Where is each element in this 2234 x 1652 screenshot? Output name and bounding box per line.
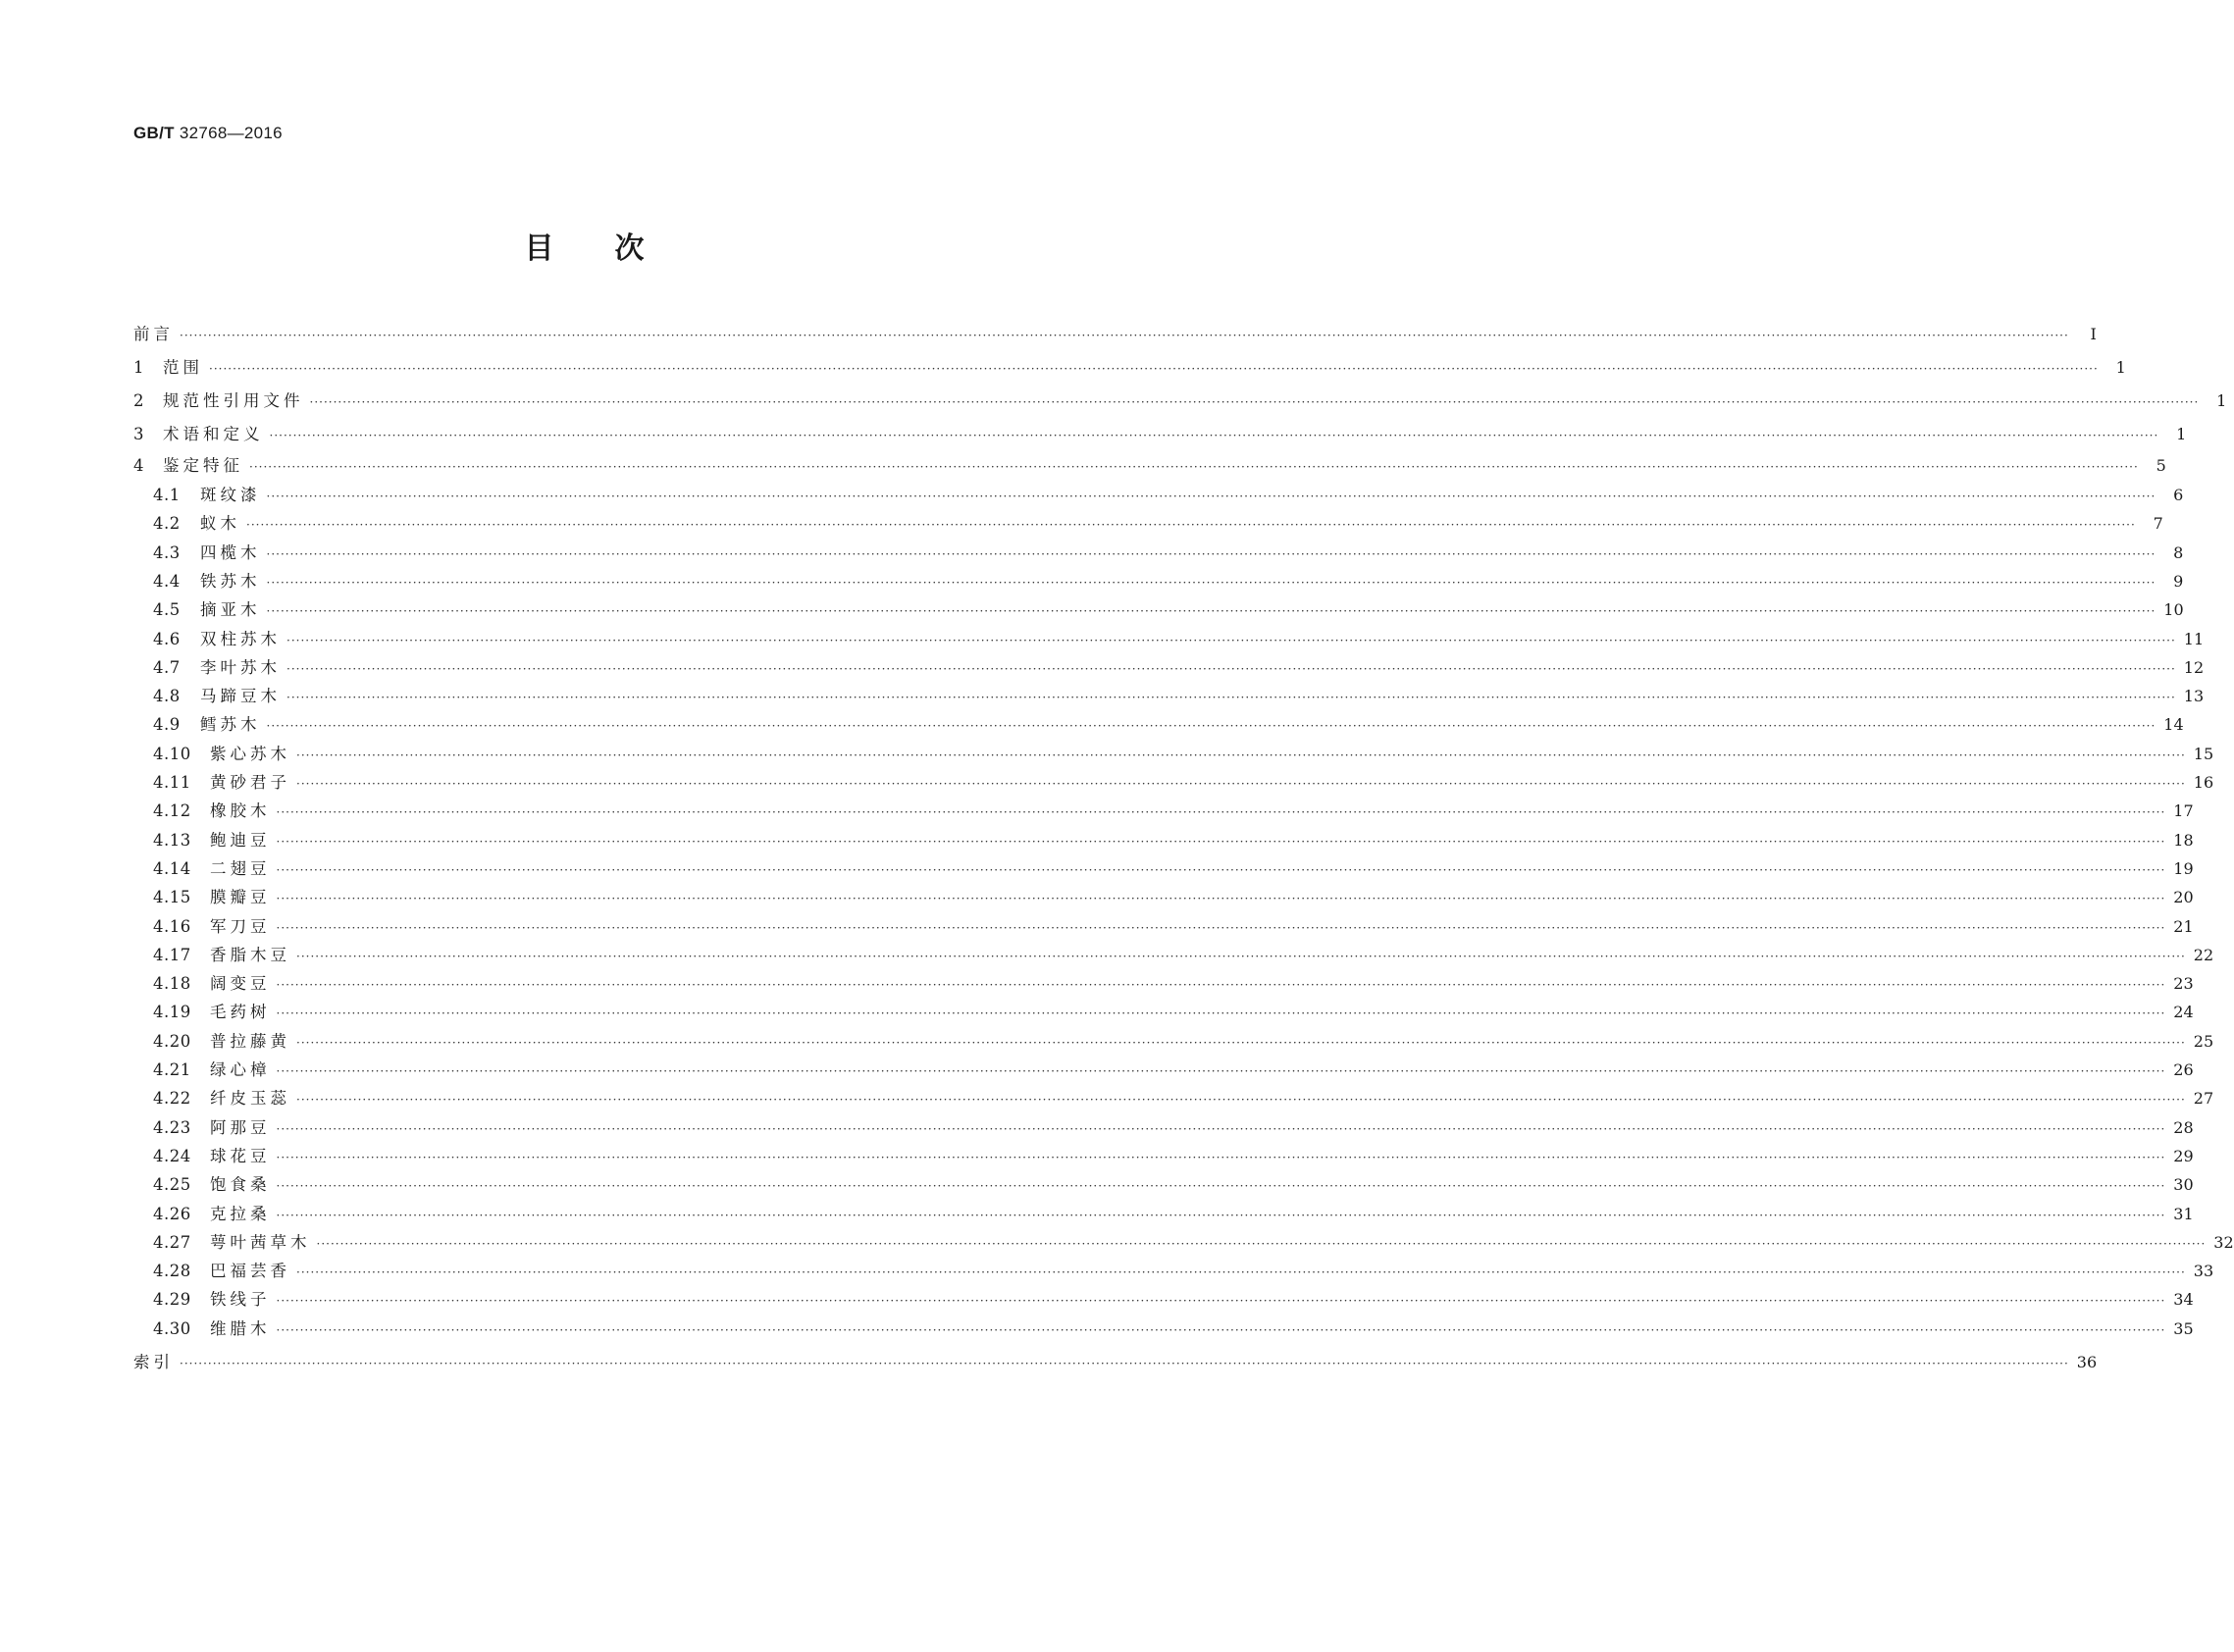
toc-entry-number: 4.27 xyxy=(153,1232,191,1252)
toc-entry-number: 4.26 xyxy=(153,1204,191,1223)
toc-entry[interactable] xyxy=(133,1058,2194,1083)
toc-entry-page-number: 11 xyxy=(2183,629,2205,648)
toc-entry[interactable] xyxy=(133,453,2166,479)
toc-entry[interactable] xyxy=(133,597,2184,623)
toc-entry-number: 4 xyxy=(133,456,144,475)
dot-leader: ················································································································································································································································································································································································································ xyxy=(296,1265,2186,1280)
toc-entry-page-number: 16 xyxy=(2193,773,2214,792)
dot-leader: ················································································································································································································································································································································································································ xyxy=(276,1322,2166,1337)
toc-entry-title: 绿心樟 xyxy=(210,1060,271,1079)
toc-entry-title: 铁苏木 xyxy=(200,571,261,591)
toc-entry-page-number: 15 xyxy=(2193,744,2214,763)
toc-entry-number: 4.4 xyxy=(153,571,181,591)
toc-entry-number: 1 xyxy=(133,358,144,377)
toc-entry-page-number: 6 xyxy=(2173,486,2184,504)
dot-leader: ················································································································································································································································································································································································································ xyxy=(309,395,2200,409)
dot-leader: ················································································································································································································································································································································································································ xyxy=(180,1356,2069,1370)
toc-entry-title: 巴福芸香 xyxy=(210,1262,290,1281)
toc-entry-page-number: 18 xyxy=(2173,830,2194,850)
toc-entry-number: 4.20 xyxy=(153,1031,191,1051)
standard-code xyxy=(133,124,283,143)
toc-entry-title: 普拉藤黄 xyxy=(210,1031,290,1051)
toc-entry-number: 4.25 xyxy=(153,1175,191,1195)
toc-entry-title: 球花豆 xyxy=(210,1146,271,1165)
toc-entry[interactable] xyxy=(133,322,2097,347)
toc-entry-number: 4.7 xyxy=(153,657,181,677)
toc-entry-number: 4.11 xyxy=(153,773,191,792)
toc-entry[interactable] xyxy=(133,422,2187,447)
toc-entry[interactable] xyxy=(133,742,2214,767)
toc-entry-page-number: 28 xyxy=(2173,1117,2194,1137)
toc-entry-title: 紫心苏木 xyxy=(210,744,290,763)
dot-leader: ················································································································································································································································································································································································································ xyxy=(276,1294,2166,1309)
dot-leader: ················································································································································································································································································································································································································ xyxy=(249,460,2139,474)
toc-entry-title: 黄砂君子 xyxy=(210,773,290,792)
toc-entry-title: 鉴定特征 xyxy=(163,456,243,475)
toc-entry[interactable] xyxy=(133,828,2194,853)
toc-entry-page-number: 17 xyxy=(2173,801,2194,821)
dot-leader: ················································································································································································································································································································································································································ xyxy=(266,575,2156,590)
dot-leader: ················································································································································································································································································································································································································ xyxy=(180,329,2069,342)
toc-entry-number: 4.5 xyxy=(153,600,181,620)
toc-entry-number: 4.19 xyxy=(153,1003,191,1022)
toc-entry-page-number: 30 xyxy=(2173,1175,2194,1195)
toc-entry-title: 萼叶茜草木 xyxy=(210,1232,311,1252)
toc-entry-title: 摘亚木 xyxy=(200,600,261,620)
dot-leader: ················································································································································································································································································································································································································ xyxy=(276,805,2166,820)
toc-entry-number: 4.29 xyxy=(153,1290,191,1310)
toc-entry-number: 4.22 xyxy=(153,1089,191,1109)
toc-entry-page-number: 29 xyxy=(2173,1146,2194,1165)
dot-leader: ················································································································································································································································································································································································································ xyxy=(246,518,2136,533)
toc-entry-page-number: 9 xyxy=(2173,571,2184,591)
toc-entry[interactable] xyxy=(133,1230,2234,1256)
toc-entry-title: 四榄木 xyxy=(200,542,261,562)
toc-entry-page-number: 19 xyxy=(2173,858,2194,878)
toc-entry-number: 4.23 xyxy=(153,1117,191,1137)
dot-leader: ················································································································································································································································································································································································································ xyxy=(286,633,2176,647)
dot-leader: ················································································································································································································································································································································································································ xyxy=(276,1208,2166,1222)
toc-entry-number: 4.15 xyxy=(153,888,191,907)
toc-entry-page-number: 36 xyxy=(2076,1352,2098,1371)
toc-entry-title: 阔变豆 xyxy=(210,974,271,994)
toc-entry-title: 维腊木 xyxy=(210,1318,271,1338)
toc-entry[interactable] xyxy=(133,511,2163,537)
toc-entry-number: 4.17 xyxy=(153,945,191,964)
toc-entry-title: 二翅豆 xyxy=(210,858,271,878)
toc-entry[interactable] xyxy=(133,1316,2194,1342)
dot-leader: ················································································································································································································································································································································································································ xyxy=(266,719,2156,734)
toc-entry-title: 索引 xyxy=(133,1352,174,1371)
toc-entry-title: 膜瓣豆 xyxy=(210,888,271,907)
toc-entry-page-number: 12 xyxy=(2183,657,2205,677)
dot-leader: ················································································································································································································································································································································································································ xyxy=(276,1007,2166,1021)
toc-entry-page-number: 31 xyxy=(2173,1204,2194,1223)
toc-entry-title: 鲍迪豆 xyxy=(210,830,271,850)
toc-entry[interactable] xyxy=(133,1115,2194,1141)
toc-entry-title: 香脂木豆 xyxy=(210,945,290,964)
dot-leader: ················································································································································································································································································································································································································ xyxy=(269,429,2159,442)
toc-entry-page-number: 34 xyxy=(2173,1290,2194,1310)
toc-entry-number: 4.2 xyxy=(153,514,181,534)
dot-leader: ················································································································································································································································································································································································································ xyxy=(276,1150,2166,1164)
toc-entry-title: 斑纹漆 xyxy=(200,486,261,504)
toc-entry-page-number: 13 xyxy=(2183,687,2205,706)
dot-leader: ················································································································································································································································································································································································································ xyxy=(296,777,2186,791)
toc-entry-page-number: 35 xyxy=(2173,1318,2194,1338)
dot-leader: ················································································································································································································································································································································································································ xyxy=(276,1121,2166,1136)
standard-number: 32768—2016 xyxy=(179,124,283,142)
toc-entry-title: 橡胶木 xyxy=(210,801,271,821)
dot-leader: ················································································································································································································································································································································································································ xyxy=(296,1035,2186,1050)
toc-entry-number: 4.3 xyxy=(153,542,181,562)
toc-entry-page-number: 24 xyxy=(2173,1003,2194,1022)
toc-entry[interactable] xyxy=(133,541,2184,566)
toc-entry-title: 范围 xyxy=(163,358,203,377)
dot-leader: ················································································································································································································································································································································································································ xyxy=(209,362,2099,376)
toc-entry-number: 4.13 xyxy=(153,830,191,850)
toc-entry[interactable] xyxy=(133,388,2227,414)
dot-leader: ················································································································································································································································································································································································································ xyxy=(276,1179,2166,1194)
dot-leader: ················································································································································································································································································································································································································ xyxy=(276,892,2166,906)
toc-entry[interactable] xyxy=(133,1202,2194,1227)
toc-entry[interactable] xyxy=(133,1029,2214,1055)
toc-entry-page-number: 22 xyxy=(2193,945,2214,964)
toc-entry[interactable] xyxy=(133,885,2194,910)
dot-leader: ················································································································································································································································································································································································································ xyxy=(266,546,2156,561)
toc-entry-title: 马蹄豆木 xyxy=(200,687,281,706)
toc-entry-number: 2 xyxy=(133,391,144,410)
toc-entry-title: 饱食桑 xyxy=(210,1175,271,1195)
toc-entry[interactable] xyxy=(133,1000,2194,1025)
toc-entry-page-number: 5 xyxy=(2156,456,2166,475)
toc-entry[interactable] xyxy=(133,684,2205,709)
toc-entry-title: 军刀豆 xyxy=(210,916,271,936)
dot-leader: ················································································································································································································································································································································································································ xyxy=(266,604,2156,619)
toc-entry-title: 规范性引用文件 xyxy=(163,391,304,410)
toc-entry-number: 4.6 xyxy=(153,629,181,648)
toc-entry-page-number: 20 xyxy=(2173,888,2194,907)
toc-entry[interactable] xyxy=(133,914,2194,940)
toc-entry-title: 铁线子 xyxy=(210,1290,271,1310)
toc-entry[interactable] xyxy=(133,655,2205,681)
dot-leader: ················································································································································································································································································································································································································ xyxy=(276,834,2166,849)
toc-entry-number: 4.14 xyxy=(153,858,191,878)
toc-entry[interactable] xyxy=(133,770,2214,796)
toc-entry-title: 双柱苏木 xyxy=(200,629,281,648)
dot-leader: ················································································································································································································································································································································································································ xyxy=(286,661,2176,676)
toc-entry-page-number: 1 xyxy=(2176,425,2187,443)
toc-entry[interactable] xyxy=(133,856,2194,882)
toc-entry-title: 纤皮玉蕊 xyxy=(210,1089,290,1109)
toc-entry-title: 阿那豆 xyxy=(210,1117,271,1137)
toc-entry-title: 毛药树 xyxy=(210,1003,271,1022)
toc-entry-page-number: 33 xyxy=(2193,1262,2214,1281)
toc-entry-title: 鳕苏木 xyxy=(200,715,261,735)
dot-leader: ················································································································································································································································································································································································································ xyxy=(276,1064,2166,1078)
dot-leader: ················································································································································································································································································································································································································ xyxy=(296,949,2186,963)
toc-entry-page-number: 14 xyxy=(2163,715,2184,735)
page-title: 目次 xyxy=(524,232,705,266)
toc-entry-page-number: 10 xyxy=(2163,600,2184,620)
toc-entry[interactable] xyxy=(133,1086,2214,1111)
toc-entry-number: 4.16 xyxy=(153,916,191,936)
toc-entry[interactable] xyxy=(133,1287,2194,1313)
toc-entry-page-number: Ⅰ xyxy=(2090,325,2097,343)
toc-entry-title: 术语和定义 xyxy=(163,425,264,443)
toc-entry-number: 4.8 xyxy=(153,687,181,706)
dot-leader: ················································································································································································································································································································································································································ xyxy=(266,490,2156,503)
toc-entry-page-number: 1 xyxy=(2216,391,2227,410)
standard-prefix: GB/T xyxy=(133,124,175,142)
toc-entry-page-number: 23 xyxy=(2173,974,2194,994)
toc-entry-page-number: 21 xyxy=(2173,916,2194,936)
toc-entry-number: 4.10 xyxy=(153,744,191,763)
toc-entry[interactable] xyxy=(133,1350,2098,1375)
toc-entry-page-number: 7 xyxy=(2153,514,2163,534)
toc-entry[interactable] xyxy=(133,355,2126,381)
toc-entry[interactable] xyxy=(133,712,2184,738)
toc-entry-title: 前言 xyxy=(133,325,174,343)
toc-entry-number: 4.9 xyxy=(153,715,181,735)
toc-entry-page-number: 27 xyxy=(2193,1089,2214,1109)
dot-leader: ················································································································································································································································································································································································································ xyxy=(276,862,2166,877)
toc-entry-number: 4.21 xyxy=(153,1060,191,1079)
toc-entry-title: 李叶苏木 xyxy=(200,657,281,677)
toc-entry[interactable] xyxy=(133,1259,2214,1284)
toc-entry[interactable] xyxy=(133,569,2184,594)
toc-entry-number: 4.28 xyxy=(153,1262,191,1281)
toc-entry-number: 4.30 xyxy=(153,1318,191,1338)
toc-entry-title: 克拉桑 xyxy=(210,1204,271,1223)
dot-leader: ················································································································································································································································································································································································································ xyxy=(296,748,2186,762)
toc-entry-number: 4.1 xyxy=(153,486,181,504)
toc-entry[interactable] xyxy=(133,483,2184,508)
dot-leader: ················································································································································································································································································································································································································ xyxy=(296,1093,2186,1108)
toc-entry-number: 4.12 xyxy=(153,801,191,821)
toc-entry[interactable] xyxy=(133,971,2194,997)
toc-entry-number: 4.24 xyxy=(153,1146,191,1165)
toc-entry[interactable] xyxy=(133,799,2194,824)
dot-leader: ················································································································································································································································································································································································································ xyxy=(276,920,2166,935)
dot-leader: ················································································································································································································································································································································································································ xyxy=(276,978,2166,993)
toc-entry[interactable] xyxy=(133,1172,2194,1198)
toc-entry-number: 3 xyxy=(133,425,144,443)
toc-entry-number: 4.18 xyxy=(153,974,191,994)
toc-entry-page-number: 26 xyxy=(2173,1060,2194,1079)
toc-entry-title: 蚁木 xyxy=(200,514,240,534)
toc-entry[interactable] xyxy=(133,1144,2194,1169)
dot-leader: ················································································································································································································································································································································································································ xyxy=(316,1236,2207,1251)
toc-entry[interactable] xyxy=(133,627,2205,652)
toc-entry-page-number: 32 xyxy=(2213,1232,2234,1252)
dot-leader: ················································································································································································································································································································································································································ xyxy=(286,691,2176,705)
toc-entry[interactable] xyxy=(133,943,2214,968)
toc-entry-page-number: 25 xyxy=(2193,1031,2214,1051)
toc-entry-page-number: 1 xyxy=(2115,358,2126,377)
toc-entry-page-number: 8 xyxy=(2173,542,2184,562)
